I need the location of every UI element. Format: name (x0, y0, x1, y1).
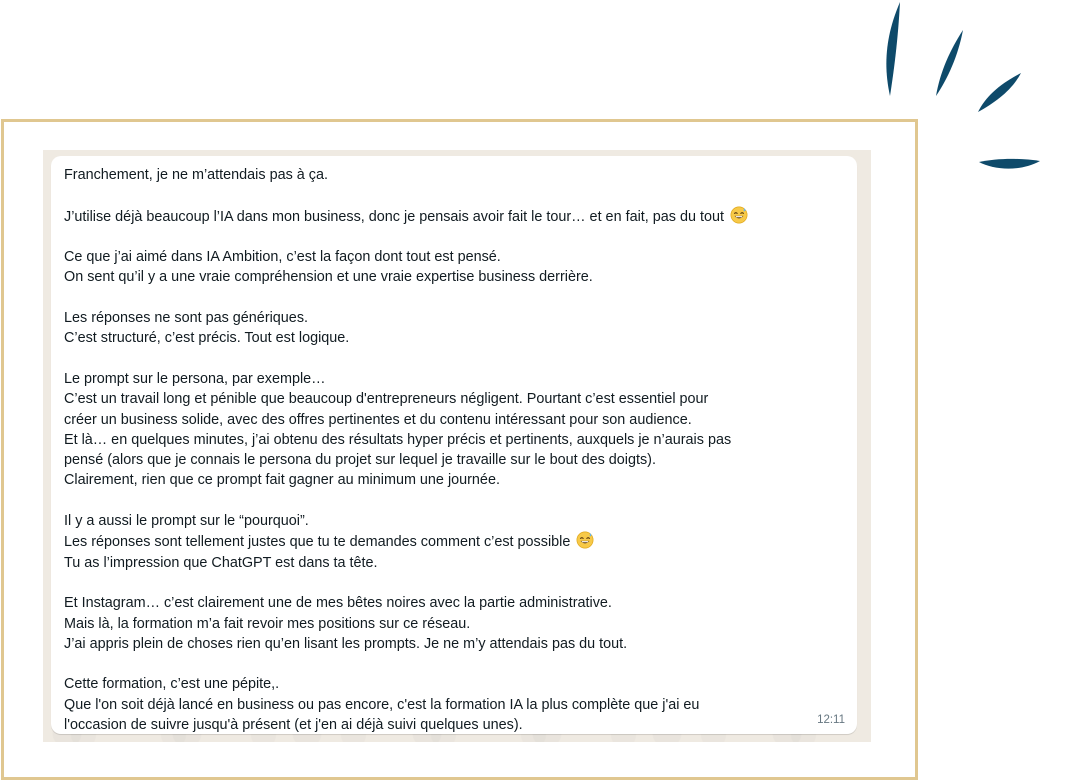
message-line (64, 715, 854, 735)
message-line (64, 634, 854, 654)
message-line (64, 593, 854, 613)
message-line (64, 206, 854, 227)
message-line (64, 267, 854, 287)
blank-line (64, 288, 854, 308)
blank-line (64, 573, 854, 593)
blank-line (64, 227, 854, 247)
message-line-text: Que l'on soit déjà lancé en business ou pas encore, c'est la formation IA la plus complète que j'ai eu (64, 696, 700, 713)
message-line-text: J’utilise déjà beaucoup l’IA dans mon business, donc je pensais avoir fait le tour… et en fait, pas du tout (64, 208, 724, 225)
message-line (64, 531, 854, 552)
message-line (64, 328, 854, 348)
message-line-text: Ce que j’ai aimé dans IA Ambition, c’est la façon dont tout est pensé. (64, 249, 501, 266)
message-line (64, 511, 854, 531)
message-line (64, 553, 854, 573)
message-line-text: Cette formation, c’est une pépite,. (64, 676, 280, 693)
blank-line (64, 654, 854, 674)
message-line (64, 450, 854, 470)
message-line (64, 614, 854, 634)
testimonial-frame (1, 119, 918, 780)
message-line (64, 695, 854, 715)
message-line (64, 308, 854, 328)
message-line-text: créer un business solide, avec des offres pertinentes et du contenu intéressant pour son audience. (64, 411, 692, 428)
message-line-text: C’est structuré, c’est précis. Tout est logique. (64, 330, 350, 347)
message-line (64, 389, 854, 409)
message-line-text: Clairement, rien que ce prompt fait gagner au minimum une journée. (64, 472, 500, 489)
message-line-text: Et là… en quelques minutes, j’ai obtenu des résultats hyper précis et pertinents, auxquels je n’aurais pas (64, 431, 732, 448)
message-line (64, 165, 854, 185)
message-line (64, 369, 854, 389)
message-line-text: J’ai appris plein de choses rien qu’en lisant les prompts. Je ne m’y attendais pas du tout. (64, 635, 628, 652)
message-line-text: On sent qu’il y a une vraie compréhension et une vraie expertise business derrière. (64, 269, 593, 286)
message-line-text: C’est un travail long et pénible que beaucoup d'entrepreneurs négligent. Pourtant c’est essentiel pour (64, 391, 709, 408)
message-timestamp: 12:11 (817, 714, 845, 726)
message-text (64, 165, 854, 735)
message-line-text: pensé (alors que je connais le persona du projet sur lequel je travaille sur le bout des doigts). (64, 452, 656, 469)
message-line (64, 674, 854, 694)
grinning-sweat-emoji-icon (730, 206, 748, 224)
blank-line (64, 349, 854, 369)
blank-line (64, 491, 854, 511)
message-line (64, 247, 854, 267)
message-line-text: Il y a aussi le prompt sur le “pourquoi”. (64, 513, 309, 530)
message-line-text: Franchement, je ne m’attendais pas à ça. (64, 167, 328, 183)
message-line-text: Tu as l’impression que ChatGPT est dans ta tête. (64, 554, 378, 571)
message-line (64, 430, 854, 450)
grinning-sweat-emoji-icon (576, 531, 594, 549)
blank-line (64, 185, 854, 205)
message-line-text: l'occasion de suivre jusqu'à présent (et j'en ai déjà suivi quelques unes). (64, 717, 523, 734)
message-line-text: Les réponses sont tellement justes que tu te demandes comment c’est possible (64, 534, 571, 551)
message-line (64, 470, 854, 490)
message-line (64, 410, 854, 430)
message-line-text: Mais là, la formation m’a fait revoir mes positions sur ce réseau. (64, 615, 471, 632)
chat-background (43, 150, 871, 742)
message-line-text: Et Instagram… c’est clairement une de mes bêtes noires avec la partie administrative. (64, 595, 612, 612)
message-line-text: Les réponses ne sont pas génériques. (64, 310, 309, 327)
message-line-text: Le prompt sur le persona, par exemple… (64, 370, 326, 387)
message-bubble (51, 156, 857, 734)
